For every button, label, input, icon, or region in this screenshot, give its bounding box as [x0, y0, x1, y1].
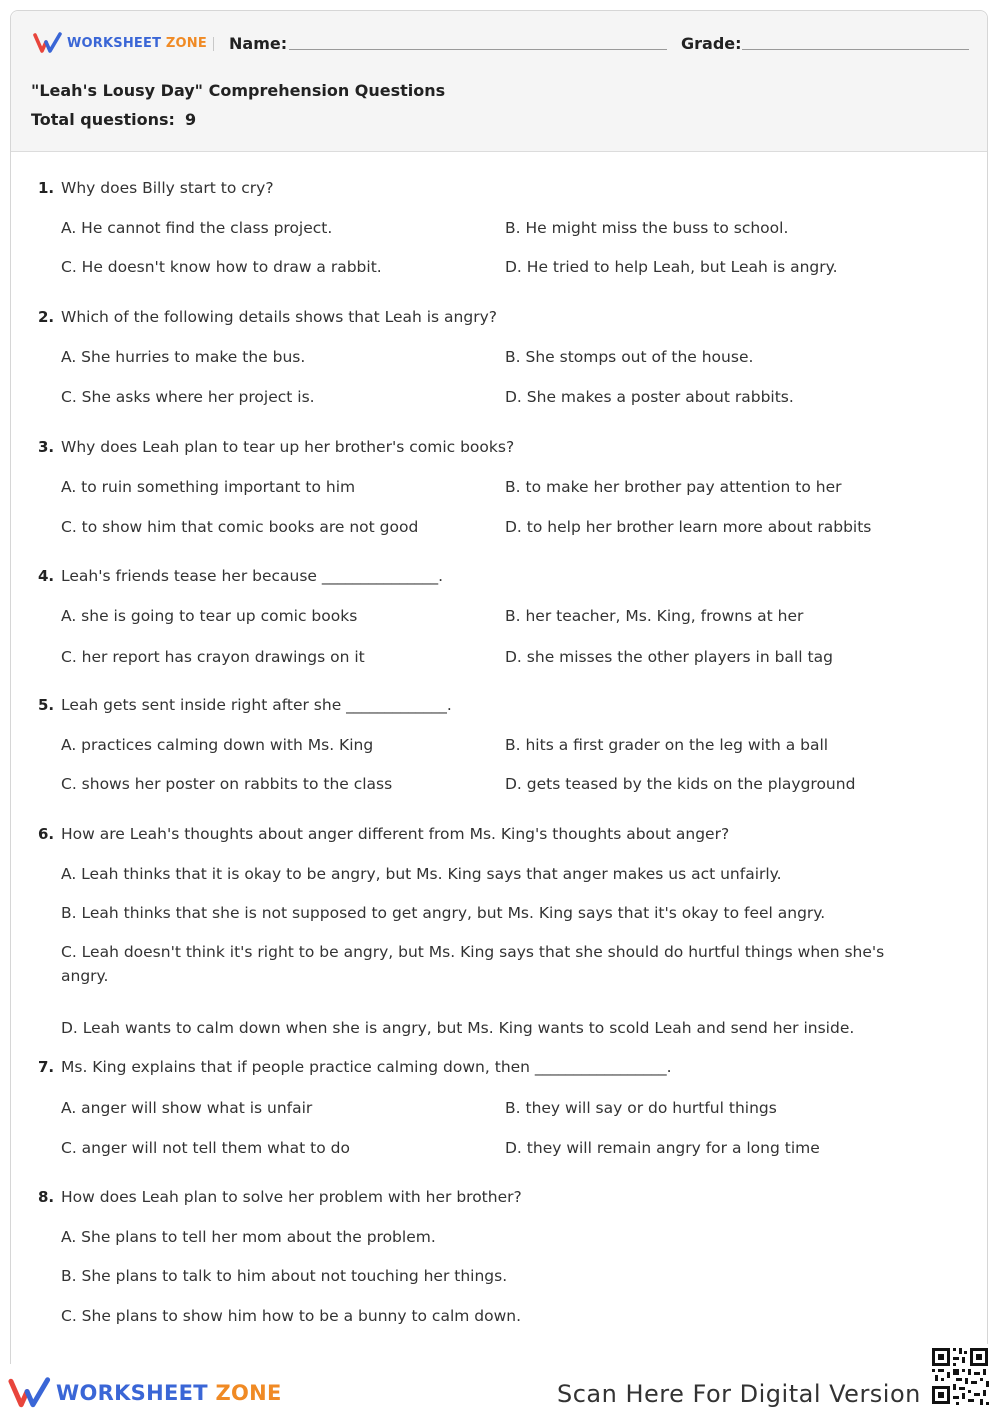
option-c[interactable]: C. anger will not tell them what to do	[61, 1139, 350, 1157]
total-questions	[31, 110, 196, 129]
option-a[interactable]: A. She plans to tell her mom about the problem.	[61, 1228, 436, 1246]
name-field[interactable]	[289, 49, 667, 50]
question-number: 8.	[38, 1188, 55, 1206]
option-d[interactable]: D. He tried to help Leah, but Leah is angry.	[505, 258, 838, 276]
question-text: How does Leah plan to solve her problem with her brother?	[61, 1188, 522, 1206]
question-text: Why does Billy start to cry?	[61, 179, 274, 197]
option-a[interactable]: A. she is going to tear up comic books	[61, 607, 358, 625]
option-b[interactable]: B. He might miss the buss to school.	[505, 219, 789, 237]
logo-word-worksheet: WORKSHEET	[67, 35, 162, 51]
option-d[interactable]: D. Leah wants to calm down when she is angry, but Ms. King wants to scold Leah and send her inside.	[61, 1019, 855, 1037]
question-number: 7.	[38, 1058, 55, 1076]
option-c[interactable]: C. She asks where her project is.	[61, 388, 315, 406]
option-d[interactable]: D. they will remain angry for a long time	[505, 1139, 820, 1157]
option-a[interactable]: A. practices calming down with Ms. King	[61, 736, 374, 754]
option-d[interactable]: D. she misses the other players in ball tag	[505, 648, 833, 666]
worksheet-header	[11, 11, 987, 152]
logo-word-zone: ZONE	[165, 35, 207, 51]
name-label: Name:	[229, 34, 288, 53]
question-number: 6.	[38, 825, 55, 843]
question-number: 2.	[38, 308, 55, 326]
footer-logo	[8, 1375, 282, 1411]
question-number: 4.	[38, 567, 55, 585]
logo-word-worksheet: WORKSHEET	[56, 1381, 208, 1405]
total-questions-value: 9	[184, 110, 197, 129]
option-b[interactable]: B. She stomps out of the house.	[505, 348, 754, 366]
logo-w-icon	[8, 1375, 52, 1411]
logo-w-icon	[33, 32, 63, 54]
question-text: Leah gets sent inside right after she _____________.	[61, 696, 452, 714]
question-number: 1.	[38, 179, 55, 197]
option-b[interactable]: B. her teacher, Ms. King, frowns at her	[505, 607, 804, 625]
option-c[interactable]: C. She plans to show him how to be a bunny to calm down.	[61, 1307, 522, 1325]
option-a[interactable]: A. to ruin something important to him	[61, 478, 356, 496]
total-questions-label: Total questions:	[31, 110, 175, 129]
grade-field[interactable]	[742, 49, 969, 50]
question-text: Leah's friends tease her because _______________.	[61, 567, 444, 585]
option-a[interactable]: A. anger will show what is unfair	[61, 1099, 313, 1117]
grade-label: Grade:	[681, 34, 742, 53]
option-c[interactable]: C. Leah doesn't think it's right to be angry, but Ms. King says that she should do hurtful things when she's angry.	[61, 943, 885, 985]
question-text: Which of the following details shows that Leah is angry?	[61, 308, 497, 326]
question-number: 5.	[38, 696, 55, 714]
option-a[interactable]: A. He cannot find the class project.	[61, 219, 333, 237]
qr-code-icon[interactable]	[928, 1344, 992, 1408]
option-c[interactable]: C. He doesn't know how to draw a rabbit.	[61, 258, 382, 276]
question-number: 3.	[38, 438, 55, 456]
worksheet-zone-logo	[33, 31, 207, 55]
option-c[interactable]: C. to show him that comic books are not good	[61, 518, 419, 536]
worksheet-sheet	[10, 10, 988, 1364]
option-c[interactable]: C. shows her poster on rabbits to the class	[61, 775, 393, 793]
option-b[interactable]: B. hits a first grader on the leg with a ball	[505, 736, 829, 754]
option-b[interactable]: B. Leah thinks that she is not supposed to get angry, but Ms. King says that it's okay to feel angry.	[61, 904, 826, 922]
question-text: How are Leah's thoughts about anger different from Ms. King's thoughts about anger?	[61, 825, 730, 843]
option-d[interactable]: D. to help her brother learn more about rabbits	[505, 518, 872, 536]
option-d[interactable]: D. gets teased by the kids on the playground	[505, 775, 856, 793]
question-text: Ms. King explains that if people practice calming down, then _________________.	[61, 1058, 672, 1076]
logo-word-zone: ZONE	[215, 1381, 282, 1405]
option-d[interactable]: D. She makes a poster about rabbits.	[505, 388, 794, 406]
option-b[interactable]: B. to make her brother pay attention to her	[505, 478, 842, 496]
option-b[interactable]: B. She plans to talk to him about not touching her things.	[61, 1267, 508, 1285]
question-text: Why does Leah plan to tear up her brother's comic books?	[61, 438, 515, 456]
worksheet-title: "Leah's Lousy Day" Comprehension Questions	[31, 81, 446, 100]
scan-here-text: Scan Here For Digital Version	[557, 1380, 921, 1408]
option-b[interactable]: B. they will say or do hurtful things	[505, 1099, 777, 1117]
option-a[interactable]: A. She hurries to make the bus.	[61, 348, 306, 366]
header-divider	[213, 37, 214, 51]
option-a[interactable]: A. Leah thinks that it is okay to be angry, but Ms. King says that anger makes us act unfairly.	[61, 865, 782, 883]
option-c[interactable]: C. her report has crayon drawings on it	[61, 648, 365, 666]
